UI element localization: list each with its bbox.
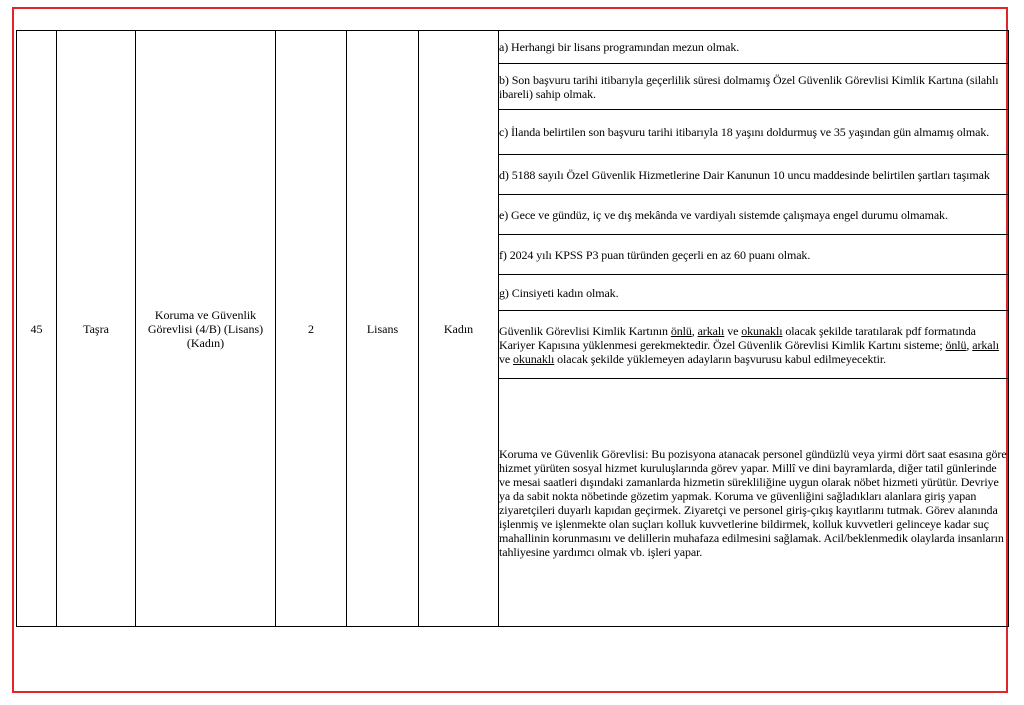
upload-note-text: , (966, 337, 973, 352)
upload-note-text: olacak şekilde yüklemeyen adayların başvurusu kabul edilmeyecektir. (554, 351, 886, 366)
requirement-f: f) 2024 yılı KPSS P3 puan türünden geçerli en az 60 puanı olmak. (499, 235, 1009, 275)
requirement-a: a) Herhangi bir lisans programından mezun olmak. (499, 31, 1009, 64)
job-description-cell: Koruma ve Güvenlik Görevlisi: Bu pozisyona atanacak personel gündüzlü veya yirmi dört saat esasına göre hizmet yürüten sosyal hizmet kuruluşlarında görev yapar. Millî ve dini bayramlarda, diğer tatil günlerinde ve mesai saatleri dışındaki zamanlarda hizmetin sürekliliğine uygun olarak nöbet hizmeti yürütür. Devriye ya da sabit nokta nöbetinde gözetim yapmak. Koruma ve güvenliğini sağladıkları alanlara giriş yapan ziyaretçileri duyarlı kapıdan geçirmek. Ziyaretçi ve personel giriş-çıkış kayıtlarını tutmak. Görev alanında işlenmiş ve işlenmekte olan suçları kolluk kuvvetlerine bildirmek, kolluk kuvvetleri gelinceye kadar suç mahallinin korunmasını ve delillerin muhafaza edilmesini sağlamak. Acil/beklenmedik olaylarda insanların tahliyesine yardımcı olmak vb. işleri yapar. (499, 379, 1009, 627)
upload-note-underlined: okunaklı (741, 323, 783, 338)
upload-note-underlined: okunaklı (513, 351, 555, 366)
upload-note-underlined: arkalı (697, 323, 725, 338)
position-title-cell: Koruma ve Güvenlik Görevlisi (4/B) (Lisans)(Kadın) (136, 31, 276, 627)
location-cell: Taşra (57, 31, 136, 627)
requirement-e: e) Gece ve gündüz, iç ve dış mekânda ve vardiyalı sistemde çalışmaya engel durumu olmamak. (499, 195, 1009, 235)
upload-note-underlined: arkalı (972, 337, 999, 352)
requirement-d: d) 5188 sayılı Özel Güvenlik Hizmetlerine Dair Kanunun 10 uncu maddesinde belirtilen şartları taşımak (499, 155, 1009, 195)
upload-note-text: olacak şekilde taratılarak pdf formatında Kariyer Kapısına yüklenmesi gerekmektedir. Özel Güvenlik Görevlisi Kimlik Kartını sisteme; (499, 323, 976, 352)
upload-note-underlined: önlü (670, 323, 692, 338)
requirement-c: c) İlanda belirtilen son başvuru tarihi itibarıyla 18 yaşını doldurmuş ve 35 yaşından gün almamış olmak. (499, 110, 1009, 155)
position-table (16, 30, 1009, 627)
table-row (17, 31, 1009, 64)
upload-note-text: Güvenlik Görevlisi Kimlik Kartının (499, 323, 671, 338)
requirement-g: g) Cinsiyeti kadın olmak. (499, 275, 1009, 311)
quota-count-cell: 2 (276, 31, 347, 627)
upload-note-underlined: önlü (945, 337, 967, 352)
gender-cell: Kadın (419, 31, 499, 627)
requirement-b: b) Son başvuru tarihi itibarıyla geçerlilik süresi dolmamış Özel Güvenlik Görevlisi Kimlik Kartına (silahlı ibareli) sahip olmak. (499, 64, 1009, 110)
upload-note-text: , (691, 323, 698, 338)
upload-note-text: ve (499, 351, 514, 366)
upload-note-text: ve (724, 323, 742, 338)
education-level-cell: Lisans (347, 31, 419, 627)
row-number: 45 (17, 31, 57, 627)
id-card-upload-note (499, 311, 1009, 379)
